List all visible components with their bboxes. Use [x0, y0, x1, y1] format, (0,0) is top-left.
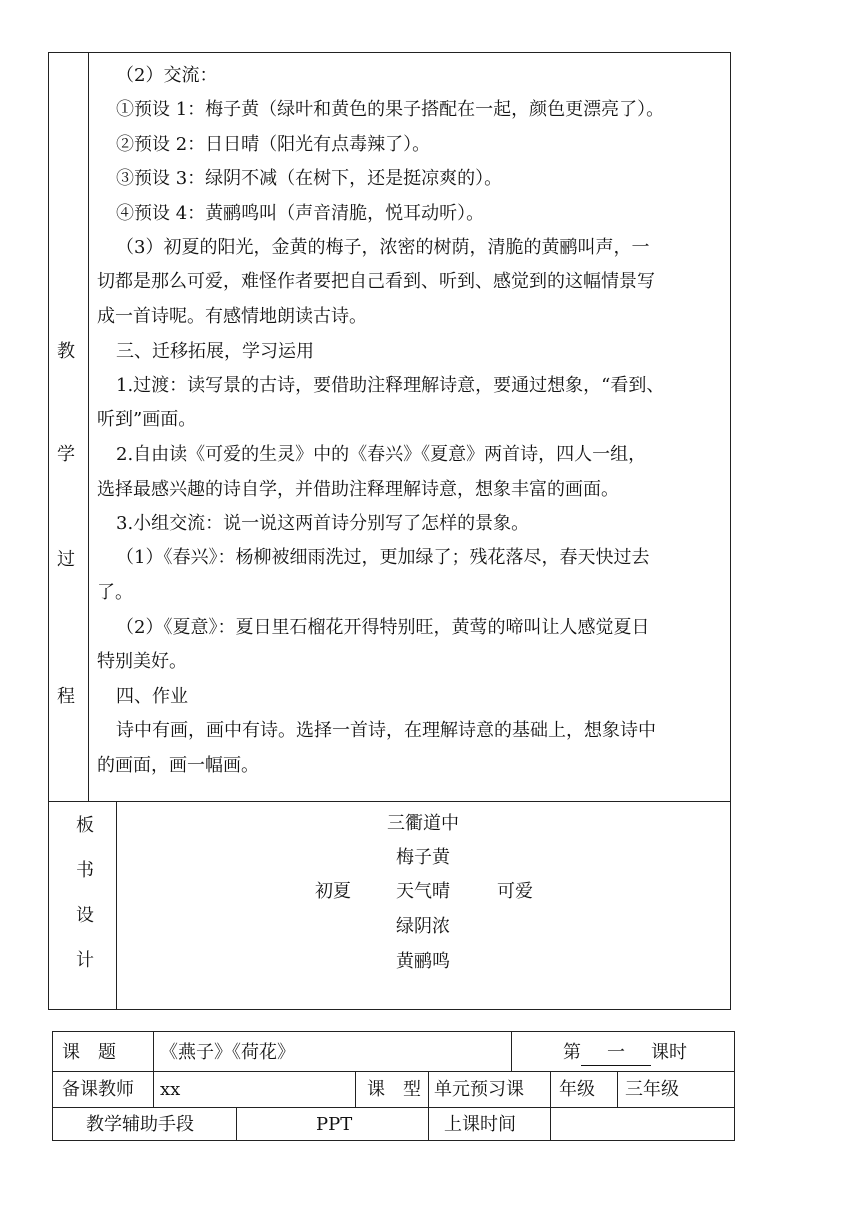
- process-line: 三、迁移拓展，学习运用: [116, 341, 314, 362]
- board-side-label-2: 书: [76, 860, 94, 881]
- board-middle: 天气晴: [396, 881, 450, 902]
- grade-label: 年级: [559, 1079, 595, 1100]
- process-line: （1）《春兴》：杨柳被细雨洗过，更加绿了；残花落尽，春天快过去: [116, 547, 650, 568]
- process-line: 选择最感兴趣的诗自学，并借助注释理解诗意，想象丰富的画面。: [97, 479, 619, 500]
- board-line: 黄鹂鸣: [396, 951, 450, 972]
- process-line: 3.小组交流：说一说这两首诗分别写了怎样的景象。: [116, 513, 530, 534]
- type-label: 课 型: [367, 1079, 421, 1100]
- lesson-prefix: 第: [563, 1042, 581, 1063]
- process-side-label-3: 过: [57, 549, 75, 570]
- board-right: 可爱: [497, 881, 533, 902]
- board-line: 梅子黄: [396, 847, 450, 868]
- process-line: ④预设 4：黄鹂鸣叫（声音清脆，悦耳动听）。: [116, 203, 485, 224]
- topic-value: 《燕子》《荷花》: [160, 1042, 295, 1063]
- process-line: 成一首诗呢。有感情地朗读古诗。: [97, 306, 367, 327]
- process-side-label-2: 学: [57, 444, 75, 465]
- board-left: 初夏: [315, 881, 351, 902]
- process-line: （2）交流：: [116, 65, 218, 86]
- board-side-label-1: 板: [76, 815, 94, 836]
- process-line: ①预设 1：梅子黄（绿叶和黄色的果子搭配在一起，颜色更漂亮了）。: [116, 99, 665, 120]
- grade-value: 三年级: [625, 1079, 679, 1100]
- board-side-label-3: 设: [76, 905, 94, 926]
- lesson-suffix: 课时: [651, 1042, 687, 1063]
- type-value: 单元预习课: [434, 1079, 524, 1100]
- process-line: 的画面，画一幅画。: [97, 755, 259, 776]
- teacher-value: xx: [160, 1079, 181, 1100]
- teacher-label: 备课教师: [62, 1079, 134, 1100]
- process-line: ②预设 2：日日晴（阳光有点毒辣了）。: [116, 134, 431, 155]
- process-line: （2）《夏意》：夏日里石榴花开得特别旺，黄莺的啼叫让人感觉夏日: [116, 617, 650, 638]
- board-side-label-4: 计: [76, 950, 94, 971]
- topic-label: 课 题: [62, 1042, 116, 1063]
- process-side-label-1: 教: [57, 341, 75, 362]
- time-label: 上课时间: [444, 1114, 516, 1135]
- process-line: （3）初夏的阳光，金黄的梅子，浓密的树荫，清脆的黄鹂叫声，一: [116, 237, 650, 258]
- process-line: 2.自由读《可爱的生灵》中的《春兴》《夏意》两首诗，四人一组，: [116, 444, 647, 465]
- process-line: 1.过渡：读写景的古诗，要借助注释理解诗意，要通过想象，“看到、: [116, 375, 665, 396]
- process-line: 诗中有画，画中有诗。选择一首诗，在理解诗意的基础上，想象诗中: [116, 720, 656, 741]
- process-line: 了。: [97, 582, 133, 603]
- aids-value: PPT: [316, 1114, 353, 1135]
- board-title: 三衢道中: [387, 813, 459, 834]
- process-line: 听到”画面。: [97, 409, 197, 430]
- process-line: 切都是那么可爱，难怪作者要把自己看到、听到、感觉到的这幅情景写: [97, 271, 655, 292]
- process-line: 四、作业: [116, 686, 188, 707]
- process-line: 特别美好。: [97, 651, 187, 672]
- lesson-count: [563, 1041, 687, 1066]
- aids-label: 教学辅助手段: [86, 1114, 194, 1135]
- board-line: 绿阴浓: [396, 916, 450, 937]
- process-side-label-4: 程: [57, 686, 75, 707]
- lesson-number: 一: [581, 1041, 651, 1066]
- process-line: ③预设 3：绿阴不减（在树下，还是挺凉爽的）。: [116, 168, 503, 189]
